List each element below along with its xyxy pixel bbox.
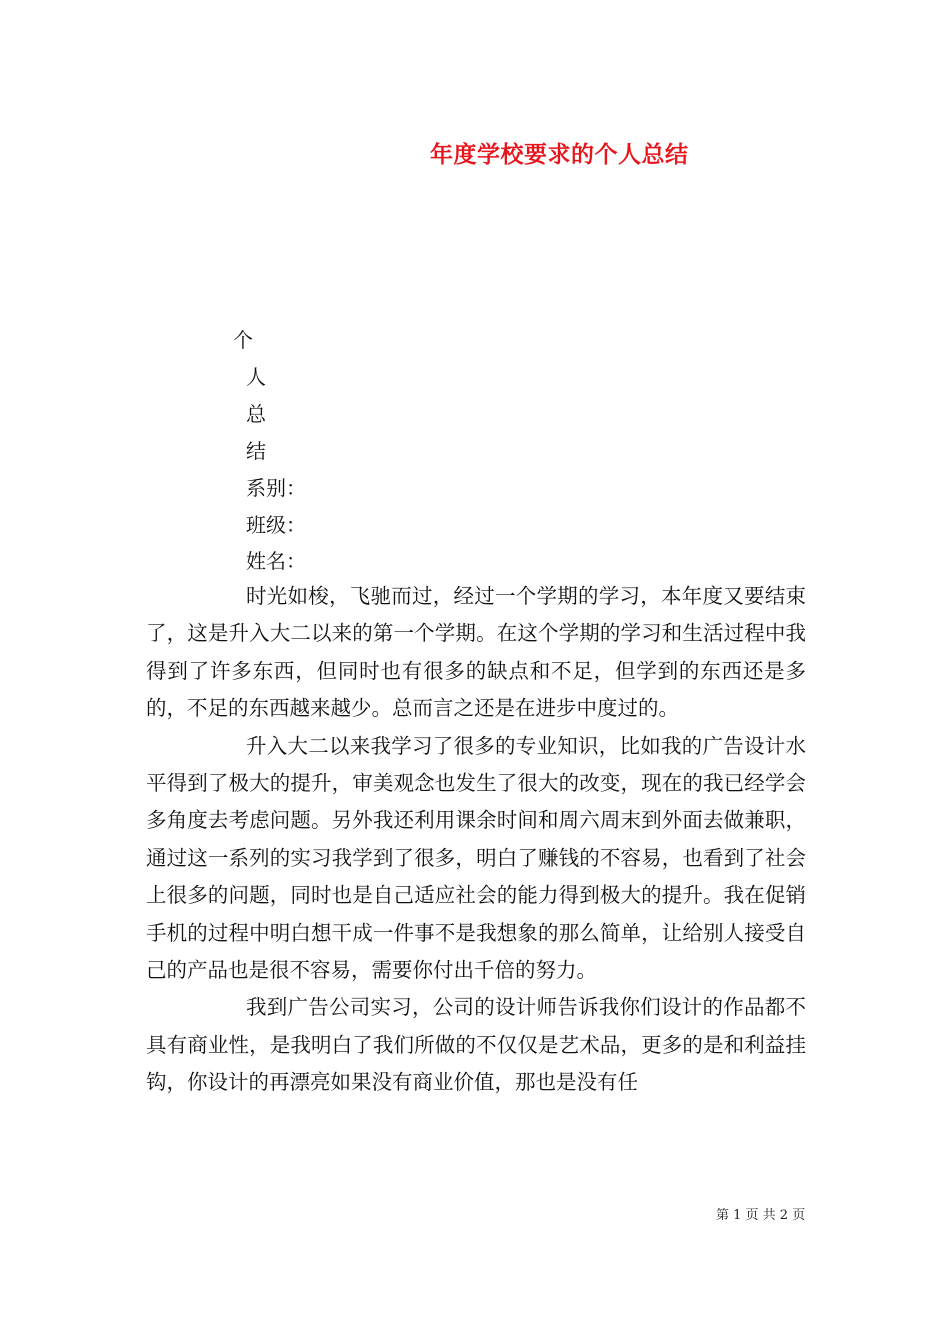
class-field: 班级： bbox=[246, 513, 306, 537]
heading-char-1: 个 bbox=[233, 328, 253, 352]
paragraph-3: 我到广告公司实习，公司的设计师告诉我你们设计的作品都不具有商业性，是我明白了我们所做的不仅仅是艺术品，更多的是和利益挂钩，你设计的再漂亮如果没有商业价值，那也是没有任 bbox=[146, 995, 806, 1095]
paragraph-1: 时光如梭，飞驰而过，经过一个学期的学习，本年度又要结束了，这是升入大二以来的第一个学期。在这个学期的学习和生活过程中我得到了许多东西，但同时也有很多的缺点和不足，但学到的东西还是多的，不足的东西越来越少。总而言之还是在进步中度过的。 bbox=[146, 584, 806, 721]
heading-char-2: 人 bbox=[246, 365, 266, 389]
document-body bbox=[146, 578, 806, 1102]
paragraph-2: 升入大二以来我学习了很多的专业知识，比如我的广告设计水平得到了极大的提升，审美观念也发生了很大的改变，现在的我已经学会多角度去考虑问题。另外我还利用课余时间和周六周末到外面去做兼职，通过这一系列的实习我学到了很多，明白了赚钱的不容易，也看到了社会上很多的问题，同时也是自己适应社会的能力得到极大的提升。我在促销手机的过程中明白想干成一件事不是我想象的那么简单，让给别人接受自己的产品也是很不容易，需要你付出千倍的努力。 bbox=[146, 733, 806, 983]
document-title: 年度学校要求的个人总结 bbox=[430, 141, 689, 168]
name-field: 姓名： bbox=[246, 549, 306, 573]
department-field: 系别： bbox=[246, 476, 306, 500]
heading-char-4: 结 bbox=[246, 439, 266, 463]
heading-char-3: 总 bbox=[246, 402, 266, 426]
page-footer: 第 1 页 共 2 页 bbox=[716, 1208, 806, 1223]
